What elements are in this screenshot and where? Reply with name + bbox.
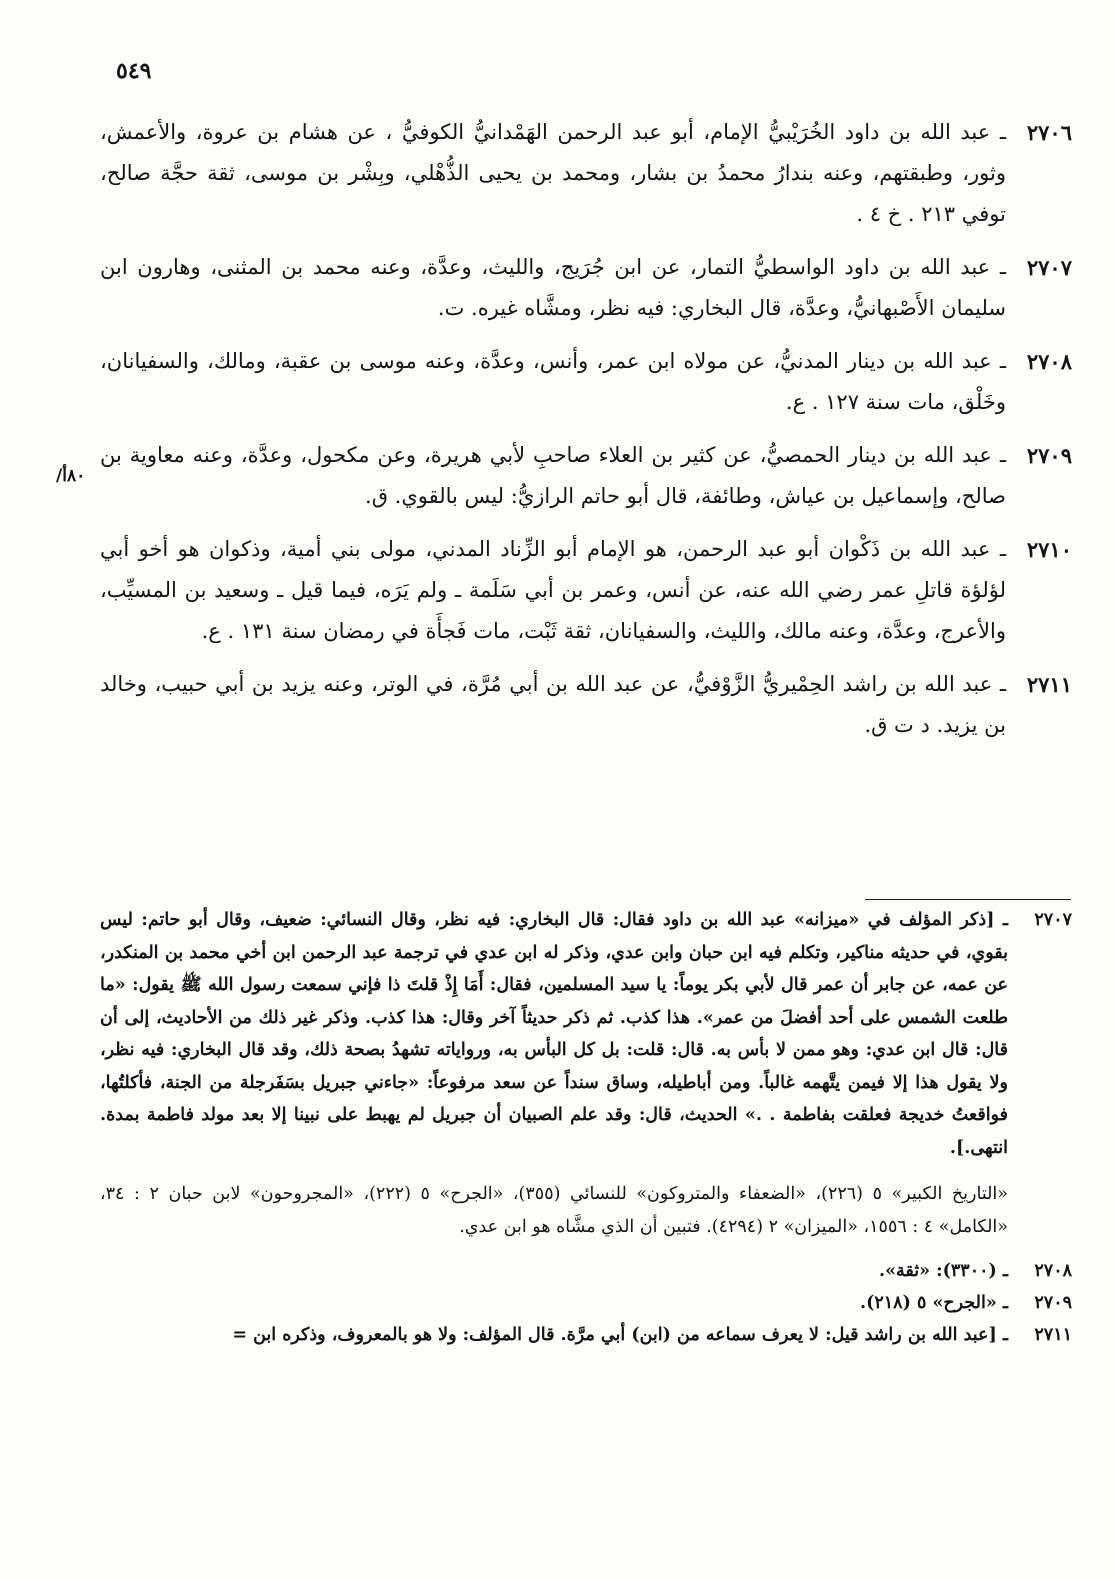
entry-text: ـ عبد الله بن دينار المدنيُّ، عن مولاه ابن عمر، وأنس، وعدَّة، وعنه موسى بن عقبة، ومالك، والسفيانان، وخَلْق، مات سنة ١٢٧ . ع.: [100, 349, 1006, 414]
entry-text: ـ عبد الله بن دينار الحمصيُّ، عن كثير بن العلاء صاحبِ لأبي هريرة، وعن مكحول، وعدَّة، وعنه معاوية بن صالح، وإسماعيل بن عياش، وطائفة، قال أبو حاتم الرازيُّ: ليس بالقوي. ق.: [100, 443, 1006, 508]
entry-number: ٢٧١٠: [1026, 537, 1072, 562]
entry-number: ٢٧٠٧: [1026, 255, 1072, 280]
footnote-number: ٢٧٠٩: [1034, 1293, 1072, 1313]
margin-folio-note: /٨٠أ: [56, 466, 86, 486]
entry-2706: [100, 112, 1072, 235]
biographical-entries: [100, 112, 1072, 758]
entry-2707: [100, 247, 1072, 329]
footnote-text: ـ [ذكر المؤلف في «ميزانه» عبد الله بن داود فقال: قال البخاري: فيه نظر، وقال النسائي: ضعيف، وقال أبو حاتم: ليس بقوي، في حديثه مناكير، وتكلم فيه ابن حبان وابن عدي، وذكر له ابن عدي في ترجمة عبد الرحمن ابن أخي محمد بن المنكدر، عن عمه، عن جابر أن عمر قال لأبي بكر يوماً: يا سيد المسلمين، فقال: أَمَا إِذْ قلتَ ذا فإني سمعت رسول الله ﷺ يقول: «ما طلعت الشمس على أحد أفضلَ من عمر». هذا كذب. ثم ذكر حديثاً آخر وقال: هذا كذب. وذكر غير ذلك من الأحاديث، إلى أن قال: قال ابن عدي: وهو ممن لا بأس به. قال: قلت: بل كل البأس به، ورواياته تشهدُ بصحة ذلك، وقد قال البخاري: فيه نظر، ولا يقول هذا إلا فيمن يتَّهمه غالباً. ومن أباطيله، وساق سنداً عن سعد مرفوعاً: «جاءني جبريل بسَفَرجلة من الجنة، فأكلتُها، فواقعتُ خديجة فعلقت بفاطمة . .» الحديث، قال: وقد علم الصبيان أن جبريل لم يهبط على نبينا إلا بعد مولد فاطمة بمدة. انتهى.].: [100, 910, 1008, 1158]
entry-2708: [100, 341, 1072, 423]
entry-text: ـ عبد الله بن داود الخُرَيْبيُّ الإمام، أبو عبد الرحمن الهَمْدانيُّ الكوفيُّ ، عن هشام بن عروة، والأعمش، وثور، وطبقتهم، وعنه بندارُ محمدُ بن بشار، ومحمد بن يحيى الذُّهْلي، وبِشْر بن موسى، ثقة حجَّة صالح، توفي ٢١٣ . خ ٤ .: [100, 120, 1006, 226]
footnote-references: «التاريخ الكبير» ٥ (٢٢٦)، «الضعفاء والمتروكون» للنسائي (٣٥٥)، «الجرح» ٥ (٢٢٢)، «المجروحون» لابن حبان ٢ : ٣٤، «الكامل» ٤ : ١٥٥٦، «الميزان» ٢ (٤٢٩٤). فتبين أن الذي مشَّاه هو ابن عدي.: [100, 1184, 1009, 1237]
footnote-text: ـ «الجرح» ٥ (٢١٨).: [860, 1293, 1008, 1313]
entry-number: ٢٧٠٦: [1026, 120, 1072, 145]
entry-number: ٢٧٠٩: [1026, 443, 1072, 468]
footnote-number: ٢٧٠٨: [1034, 1261, 1072, 1281]
footnote-number: ٢٧١١: [1034, 1325, 1072, 1345]
entry-text: ـ عبد الله بن راشد الحِمْيريُّ الزَّوْفيُّ، عن عبد الله بن أبي مُرَّة، في الوتر، وعنه يزيد بن أبي حبيب، وخالد بن يزيد. د ت ق.: [100, 672, 1006, 737]
footnote-separator: [865, 899, 1071, 900]
entry-2710: [100, 529, 1072, 652]
footnote-2709: [100, 1287, 1072, 1319]
footnotes: [100, 904, 1072, 1351]
footnote-number: ٢٧٠٧: [1034, 910, 1072, 930]
footnote-2711: [100, 1319, 1072, 1351]
entry-2709: [100, 435, 1072, 517]
entry-number: ٢٧١١: [1026, 672, 1072, 697]
footnote-2708: [100, 1255, 1072, 1287]
footnote-text: ـ [عبد الله بن راشد قيل: لا يعرف سماعه من (ابن) أبي مرَّة. قال المؤلف: ولا هو بالمعروف، وذكره ابن =: [232, 1325, 1008, 1345]
entry-number: ٢٧٠٨: [1026, 349, 1072, 374]
footnote-text: ـ (٣٣٠٠): «ثقة».: [878, 1261, 1008, 1281]
entry-2711: [100, 664, 1072, 746]
entry-text: ـ عبد الله بن ذَكْوان أبو عبد الرحمن، هو الإمام أبو الزِّناد المدني، مولى بني أمية، وذكوان هو أخو أبي لؤلؤة قاتلِ عمر رضي الله عنه، عن أنس، وعمر بن أبي سَلَمة ـ ولم يَرَه، فيما قيل ـ وسعيد بن المسيِّب، والأعرج، وعدَّة، وعنه مالك، والليث، والسفيانان، ثقة ثَبْت، مات فَجأَة في رمضان سنة ١٣١ . ع.: [100, 537, 1006, 643]
entry-text: ـ عبد الله بن داود الواسطيُّ التمار، عن ابن جُرَيج، والليث، وعدَّة، وعنه محمد بن المثنى، وهارون ابن سليمان الأَصْبهانيُّ، وعدَّة، قال البخاري: فيه نظر، ومشَّاه غيره. ت.: [100, 255, 1006, 320]
footnote-2707: [100, 904, 1072, 1164]
page-number: ٥٤٩: [116, 58, 152, 84]
